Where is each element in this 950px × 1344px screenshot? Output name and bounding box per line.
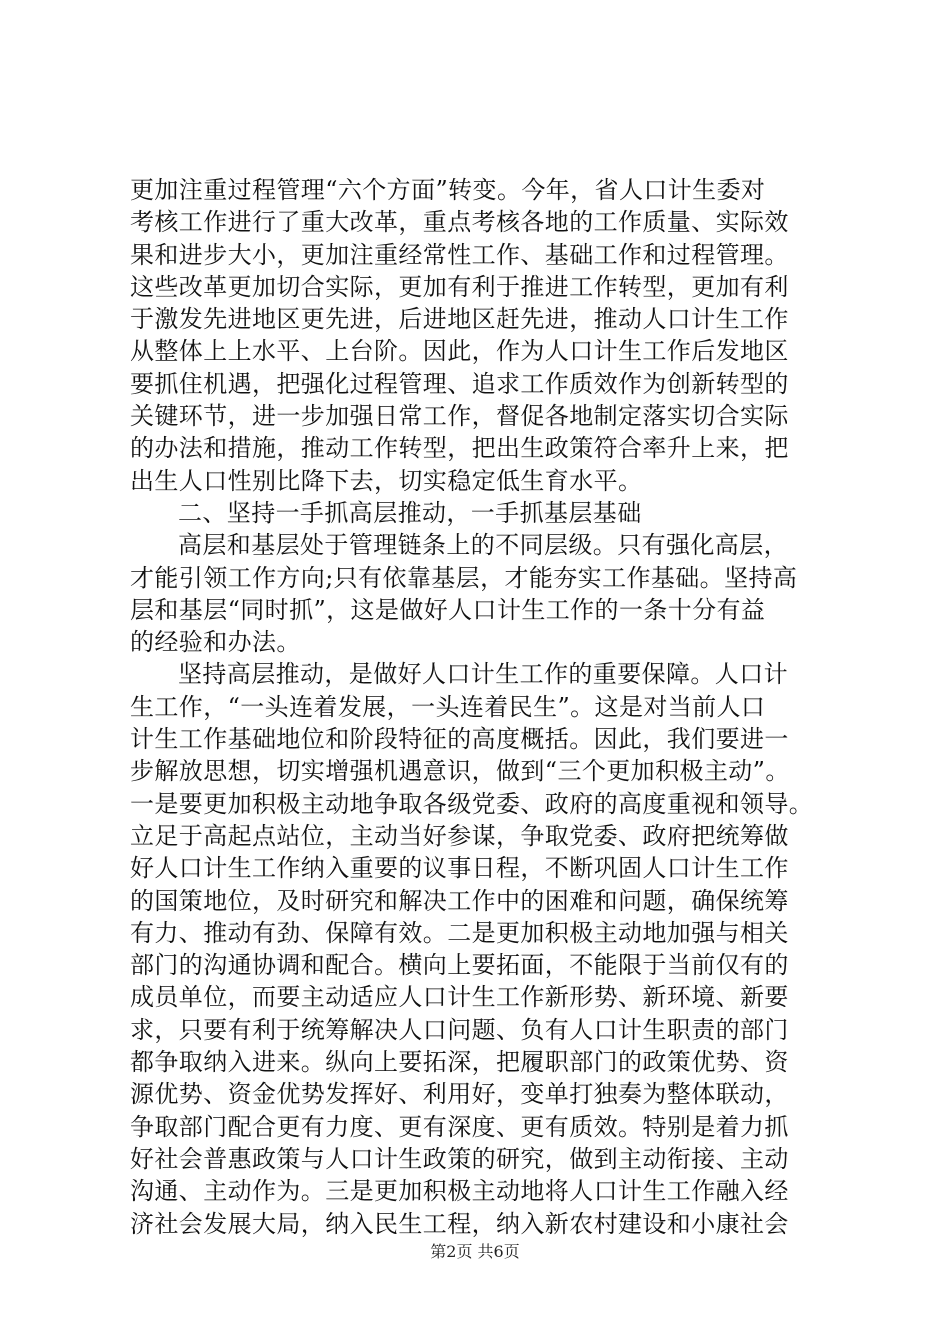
document-body	[130, 174, 826, 1240]
page-number-footer: 第2页 共6页	[430, 1242, 520, 1261]
text-line: 好人口计生工作纳入重要的议事日程，不断巩固人口计生工作	[130, 854, 789, 883]
text-line: 高层和基层处于管理链条上的不同层级。只有强化高层，	[178, 531, 788, 560]
text-line: 有力、推动有劲、保障有效。二是更加积极主动地加强与相关	[130, 918, 789, 947]
text-line: 计生工作基础地位和阶段特征的高度概括。因此，我们要进一	[130, 725, 789, 754]
text-line: 生工作，“一头连着发展，一头连着民生”。这是对当前人口	[130, 692, 766, 721]
text-line: 沟通、主动作为。三是更加积极主动地将人口计生工作融入经	[130, 1177, 789, 1206]
text-line: 争取部门配合更有力度、更有深度、更有质效。特别是着力抓	[130, 1112, 789, 1141]
text-line: 成员单位，而要主动适应人口计生工作新形势、新环境、新要	[130, 983, 789, 1012]
text-line: 要抓住机遇，把强化过程管理、追求工作质效作为创新转型的	[130, 369, 789, 398]
text-line: 立足于高起点站位，主动当好参谋，争取党委、政府把统筹做	[130, 821, 789, 850]
text-line: 源优势、资金优势发挥好、利用好，变单打独奏为整体联动，	[130, 1080, 789, 1109]
section-heading: 二、坚持一手抓高层推动，一手抓基层基础	[178, 498, 642, 527]
text-line: 的办法和措施，推动工作转型，把出生政策符合率升上来，把	[130, 434, 789, 463]
text-line: 一是要更加积极主动地争取各级党委、政府的高度重视和领导。	[130, 789, 814, 818]
text-line: 从整体上上水平、上台阶。因此，作为人口计生工作后发地区	[130, 337, 789, 366]
text-line: 考核工作进行了重大改革，重点考核各地的工作质量、实际效	[130, 208, 789, 237]
text-line: 步解放思想，切实增强机遇意识，做到“三个更加积极主动”。	[130, 757, 790, 786]
text-line: 更加注重过程管理“六个方面”转变。今年，省人口计生委对	[130, 176, 766, 204]
text-line: 才能引领工作方向;只有依靠基层，才能夯实工作基础。坚持高	[130, 563, 798, 592]
text-line: 这些改革更加切合实际，更加有利于推进工作转型，更加有利	[130, 272, 789, 301]
text-line: 都争取纳入进来。纵向上要拓深，把履职部门的政策优势、资	[130, 1048, 789, 1077]
text-line: 的经验和办法。	[130, 628, 301, 657]
text-line: 好社会普惠政策与人口计生政策的研究，做到主动衔接、主动	[130, 1144, 789, 1173]
text-line: 于激发先进地区更先进，后进地区赶先进，推动人口计生工作	[130, 305, 789, 334]
text-line: 出生人口性别比降下去，切实稳定低生育水平。	[130, 466, 643, 495]
text-line: 果和进步大小，更加注重经常性工作、基础工作和过程管理。	[130, 240, 789, 269]
text-line: 部门的沟通协调和配合。横向上要拓面，不能限于当前仅有的	[130, 951, 789, 980]
text-line: 层和基层“同时抓”，这是做好人口计生工作的一条十分有益	[130, 595, 766, 624]
text-line: 求，只要有利于统筹解决人口问题、负有人口计生职责的部门	[130, 1015, 789, 1044]
text-line: 坚持高层推动，是做好人口计生工作的重要保障。人口计	[178, 660, 788, 689]
text-line: 的国策地位，及时研究和解决工作中的困难和问题，确保统筹	[130, 886, 789, 915]
text-line: 济社会发展大局，纳入民生工程，纳入新农村建设和小康社会	[130, 1209, 789, 1238]
text-line: 关键环节，进一步加强日常工作，督促各地制定落实切合实际	[130, 402, 789, 431]
